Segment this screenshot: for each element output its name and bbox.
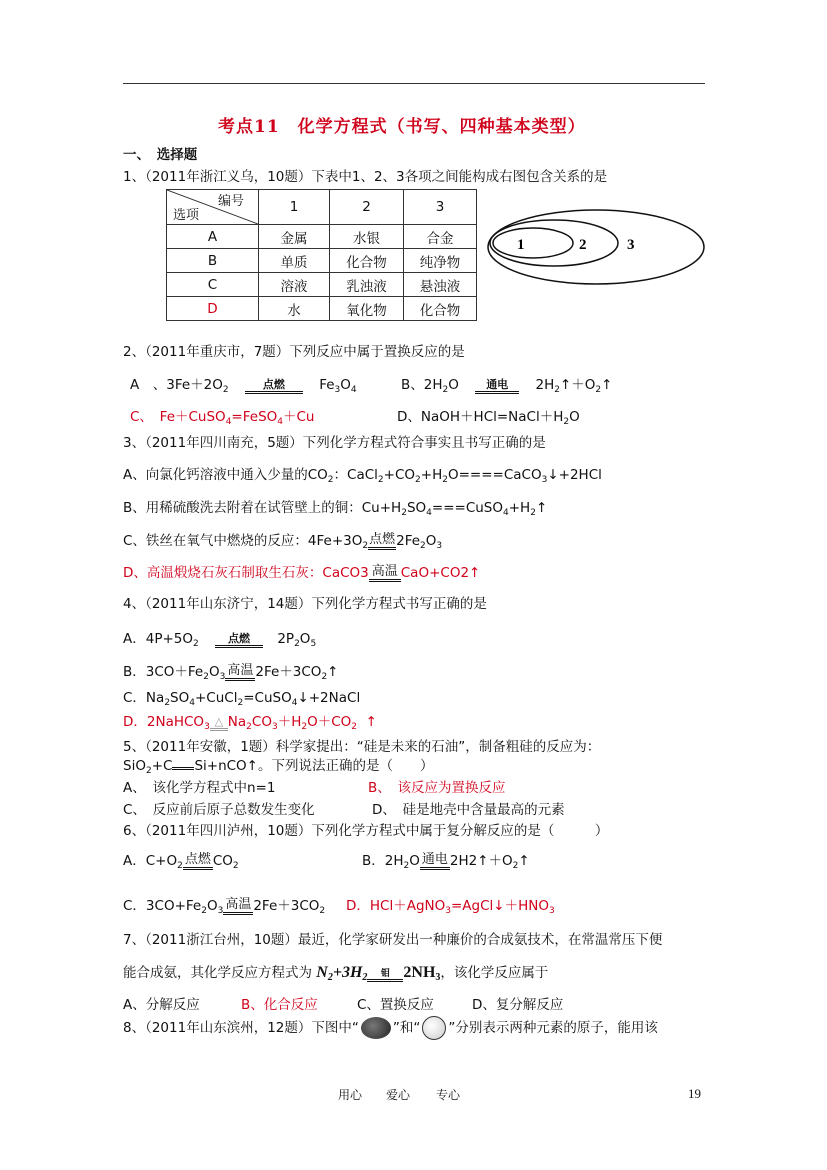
row-label: C (167, 273, 259, 297)
q3-option-a: A、向氯化钙溶液中通入少量的$CO_2$：$CaCl_2+CO_2+H_2O====CaCO_3↓+2HCl$ (123, 467, 602, 485)
inclusion-diagram (486, 208, 708, 288)
col-header: 1 (259, 190, 330, 225)
q5-option-d: D、 硅是地壳中含量最高的元素 (372, 802, 565, 818)
table-cell: 水 (259, 297, 330, 321)
q1-options-table (166, 189, 477, 321)
q1-stem: 1、（2011年浙江义乌，10题）下表中1、2、3各项之间能构成右图包含关系的是 (123, 169, 608, 185)
q6-stem: 6、（2011年四川泸州，10题）下列化学方程式中属于复分解反应的是（ ） (123, 823, 609, 839)
col-header: 3 (404, 190, 477, 225)
dark-atom-icon (361, 1017, 391, 1039)
col-header: 2 (330, 190, 404, 225)
q7-stem-line2: 能合成氨，其化学反应方程式为 $N_2+3H_2$ 钼 $2NH_3$，该化学反应属于 (123, 964, 549, 983)
table-row (167, 249, 477, 273)
q7-option-b: B、化合反应 (241, 997, 318, 1013)
q2-option-c: C、 Fe＋CuSO$_4$=FeSO$_4$＋Cu (130, 409, 315, 427)
section-heading: 一、 选择题 (123, 147, 198, 163)
q6-option-b: B．$2H_2O$ 通电 $2H2↑+O_2↑$ (362, 852, 530, 871)
table-cell: 乳浊液 (330, 273, 404, 297)
table-cell: 溶液 (259, 273, 330, 297)
header-number-label: 编号 (217, 194, 244, 209)
footer-right: 专心 (436, 1088, 461, 1102)
table-row (167, 225, 477, 249)
q4-option-a: A．$4P+5O_2$ 点燃 $2P_2O_5$ (123, 631, 317, 649)
table-cell: 合金 (404, 225, 477, 249)
row-label: B (167, 249, 259, 273)
table-cell: 化合物 (404, 297, 477, 321)
diagram-label-2: 2 (579, 237, 587, 253)
table-cell: 氧化物 (330, 297, 404, 321)
q3-option-c: C、铁丝在氧气中燃烧的反应：$4Fe+3O_2$ 点燃 $2Fe_2O_3$ (123, 532, 443, 551)
q4-option-b: B．$3CO+Fe_2O_3$ 高温 $2Fe+3CO_2↑$ (123, 663, 339, 682)
table-row (167, 297, 477, 321)
table-cell: 纯净物 (404, 249, 477, 273)
q5-option-a: A、 该化学方程式中n=1 (123, 780, 276, 796)
q5-stem: 5、（2011年安徽，1题）科学家提出：“硅是未来的石油”，制备粗硅的反应为： (123, 739, 601, 755)
diagram-label-1: 1 (517, 237, 525, 253)
q6-option-a: A．$C+O_2$ 点燃 $CO_2$ (123, 852, 239, 871)
header-option-label: 选项 (173, 208, 200, 223)
q2-option-b: B、$2H_2O$ 通电 $2H_2↑+O_2↑$ (401, 377, 613, 395)
page-number: 19 (688, 1086, 701, 1101)
q5-option-c: C、 反应前后原子总数发生变化 (123, 802, 315, 818)
diagram-label-3: 3 (627, 237, 635, 253)
q6-option-c: C．$3CO+Fe_2O_3$ 高温 $2Fe+3CO_2$ (123, 897, 326, 916)
table-row (167, 273, 477, 297)
q6-option-d: D．$HCl+AgNO_3=AgCl↓+HNO_3$ (346, 898, 555, 916)
q4-option-c: C．$Na_2SO_4+CuCl_2=CuSO_4↓+2NaCl$ (123, 690, 361, 708)
q7-option-d: D、复分解反应 (472, 997, 564, 1013)
q3-option-d: D、高温煅烧石灰石制取生石灰：CaCO3 高温 CaO+CO2↑ (123, 564, 481, 581)
table-header-corner (167, 190, 259, 225)
header-rule (123, 83, 705, 84)
q2-stem: 2、（2011年重庆市，7题）下列反应中属于置换反应的是 (123, 344, 465, 360)
page-title: 考点11 化学方程式（书写、四种基本类型） (218, 117, 586, 137)
q3-option-b: B、用稀硫酸洗去附着在试管壁上的铜：$Cu+H_2SO_4===CuSO_4+H_2↑$ (123, 500, 548, 518)
q2-option-d: D、$NaOH+HCl=NaCl+H_2O$ (397, 409, 580, 427)
table-cell: 悬浊液 (404, 273, 477, 297)
q2-option-a: A 、$3Fe+2O_2$ 点燃 $Fe_3O_4$ (130, 377, 357, 395)
table-cell: 金属 (259, 225, 330, 249)
table-cell: 化合物 (330, 249, 404, 273)
q3-stem: 3、（2011年四川南充，5题）下列化学方程式符合事实且书写正确的是 (123, 435, 546, 451)
q4-option-d: D．2NaHCO$_3$ △ $Na_2CO_3+H_2O+CO_2$ ↑ (123, 714, 377, 732)
footer-mid: 爱心 (386, 1088, 411, 1102)
footer-left: 用心 (338, 1088, 363, 1102)
q5-option-b: B、 该反应为置换反应 (368, 780, 506, 796)
q5-stem-line2: SiO$_2$+C Si+nCO↑。下列说法正确的是（ ） (123, 758, 434, 776)
table-cell: 单质 (259, 249, 330, 273)
light-atom-icon (422, 1016, 446, 1040)
table-cell: 水银 (330, 225, 404, 249)
q8-stem: 8、（2011年山东滨州，12题）下图中“ ”和“ ”分别表示两种元素的原子，能用该 (123, 1016, 658, 1040)
q7-option-c: C、置换反应 (357, 997, 434, 1013)
row-label: A (167, 225, 259, 249)
q7-option-a: A、分解反应 (123, 997, 200, 1013)
q7-stem: 7、（2011浙江台州，10题）最近，化学家研发出一种廉价的合成氨技术，在常温常压下便 (123, 932, 663, 948)
row-label: D (167, 297, 259, 321)
q4-stem: 4、（2011年山东济宁，14题）下列化学方程式书写正确的是 (123, 596, 487, 612)
